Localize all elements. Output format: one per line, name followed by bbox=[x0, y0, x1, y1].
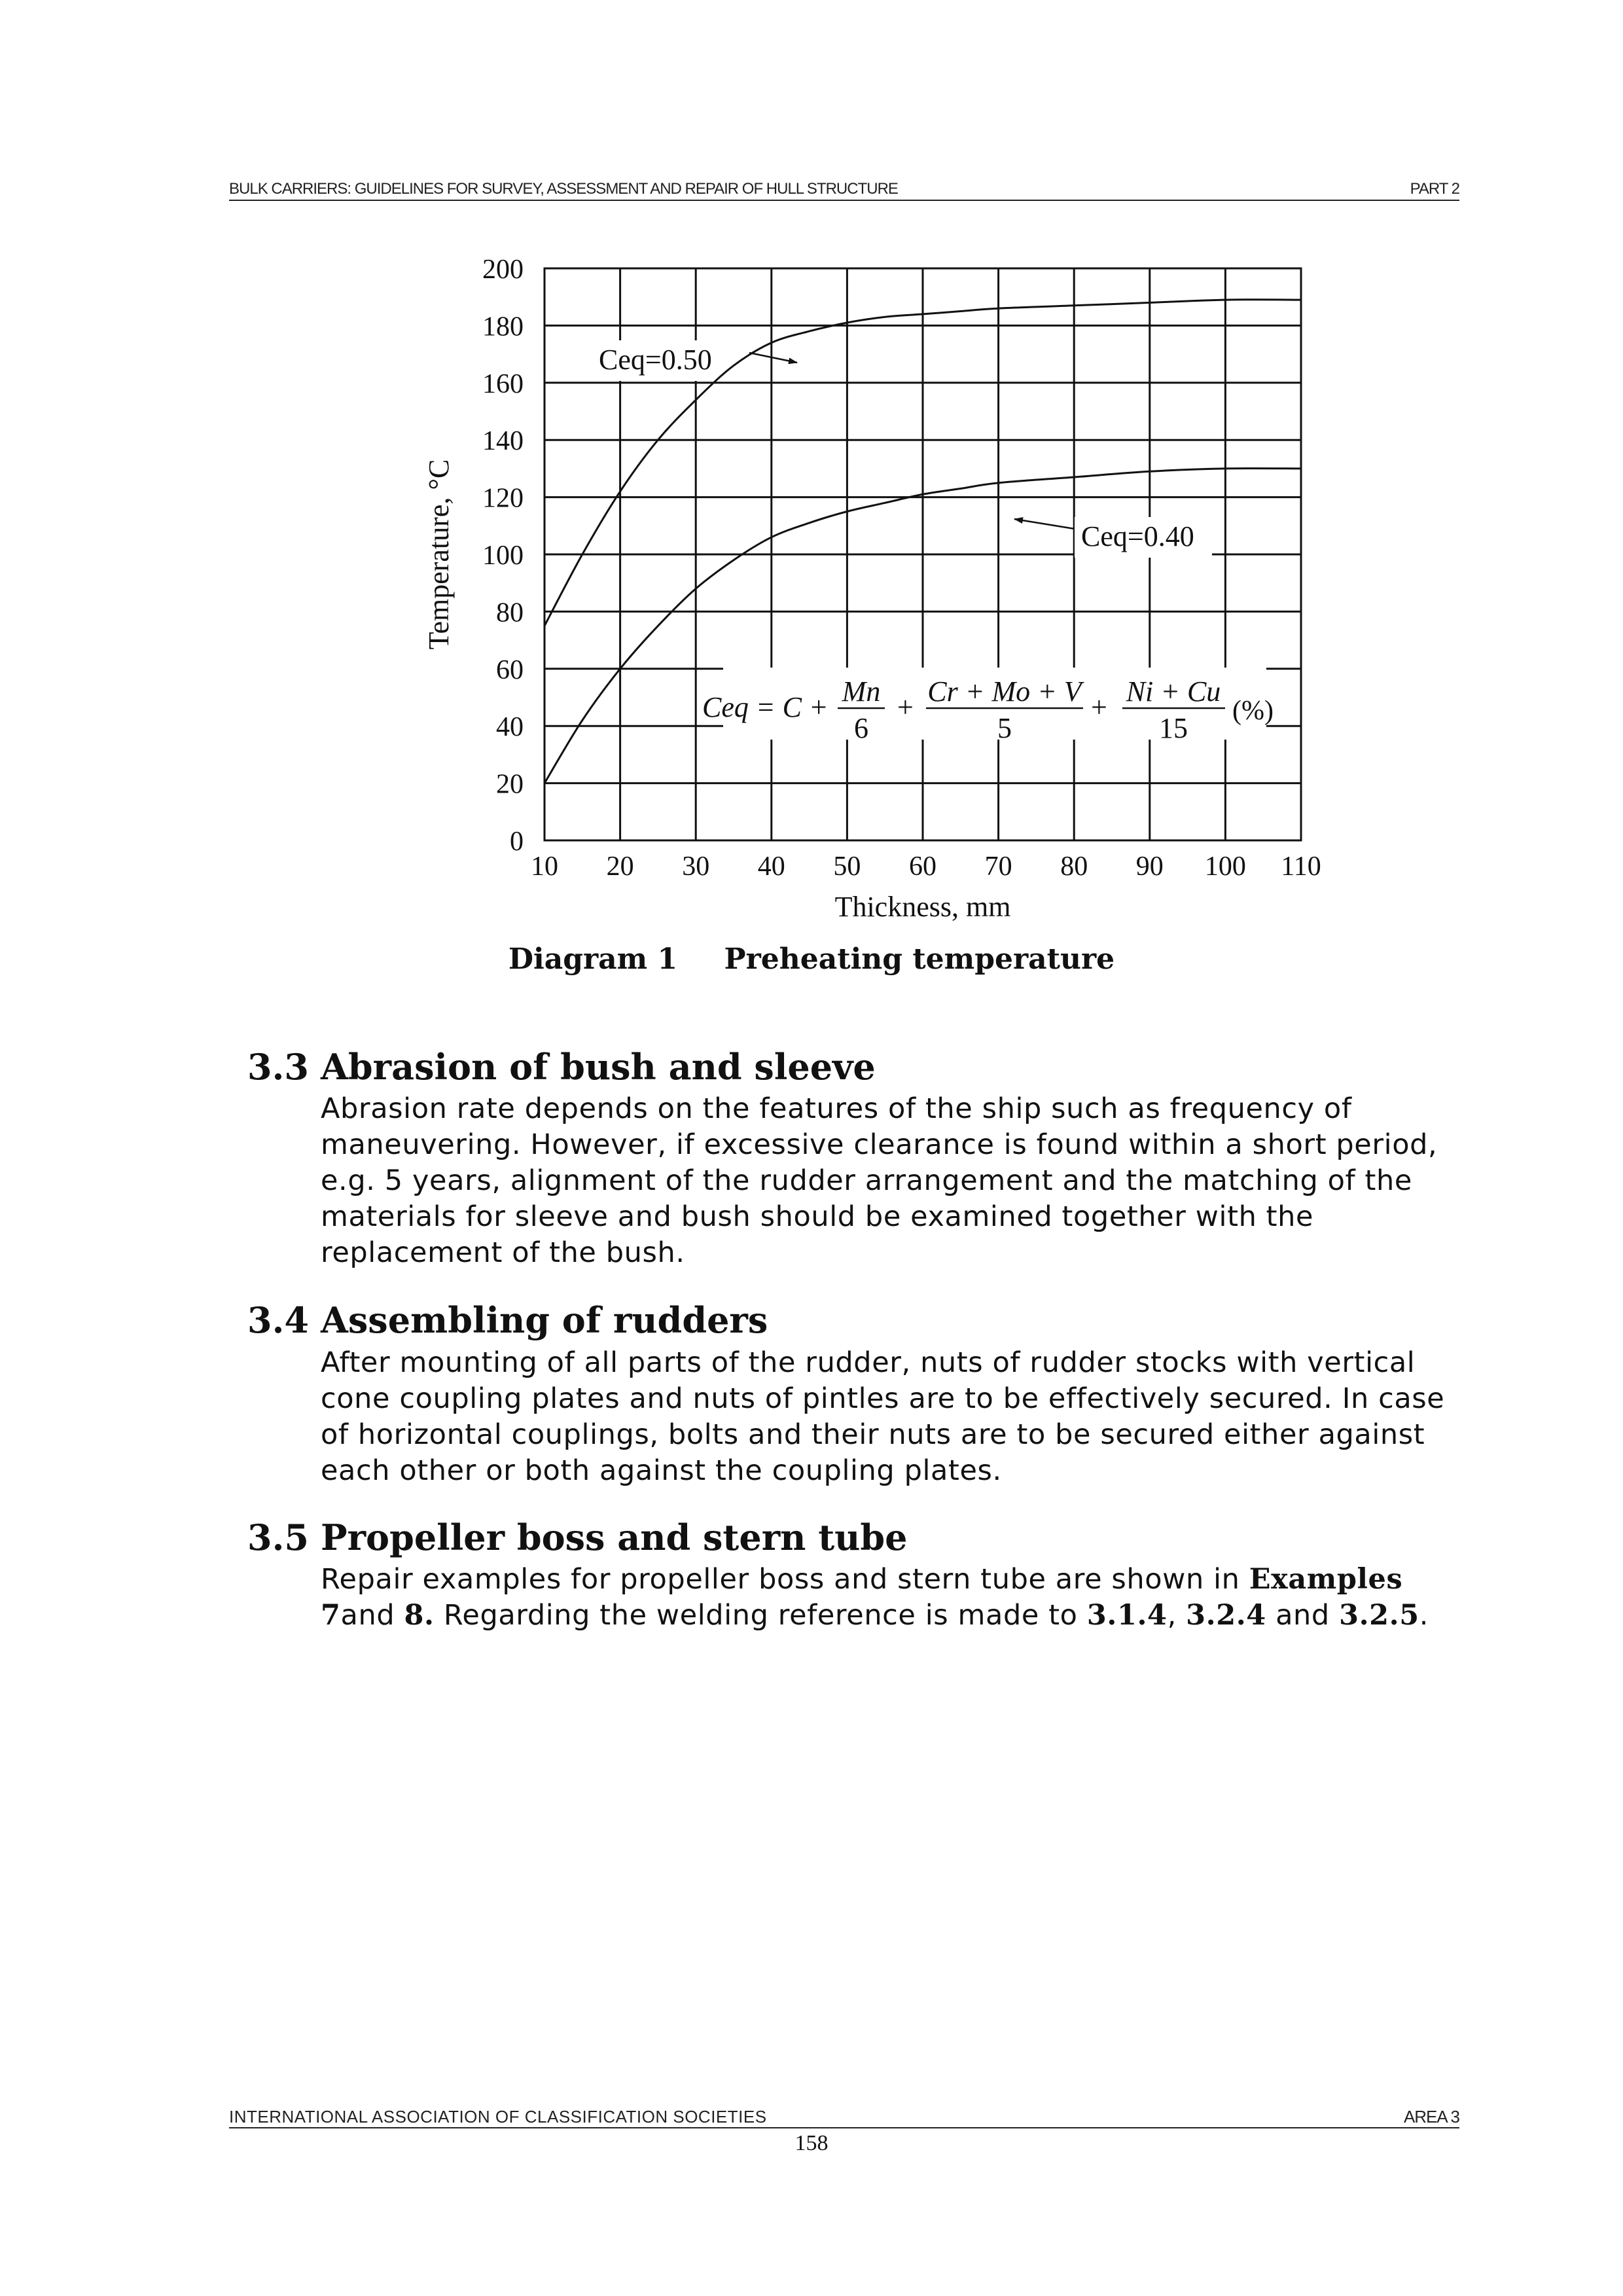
y-tick-label: 180 bbox=[482, 312, 524, 342]
page-number: 158 bbox=[794, 2131, 829, 2155]
section-title: Assembling of rudders bbox=[321, 1299, 768, 1341]
body-text: and bbox=[1266, 1599, 1340, 1632]
body-text: Regarding the welding reference is made to bbox=[434, 1599, 1087, 1632]
example-8-ref: 8. bbox=[404, 1599, 435, 1632]
arrow-ceq-050 bbox=[749, 353, 797, 363]
formula-lhs: Ceq = C + bbox=[702, 691, 829, 723]
section-number: 3.5 bbox=[247, 1516, 309, 1558]
x-tick-label: 70 bbox=[984, 852, 1012, 882]
section-3-5-heading bbox=[247, 1516, 908, 1558]
formula-ni-cu: Ni + Cu bbox=[1126, 675, 1221, 708]
running-footer bbox=[229, 2108, 1459, 2128]
section-title: Propeller boss and stern tube bbox=[321, 1516, 908, 1558]
formula-den-6: 6 bbox=[854, 712, 868, 744]
body-text: , bbox=[1167, 1599, 1186, 1632]
ref-3-1-4: 3.1.4 bbox=[1086, 1599, 1168, 1632]
x-tick-label: 110 bbox=[1281, 852, 1321, 882]
section-number: 3.3 bbox=[247, 1046, 309, 1088]
section-3-4-heading bbox=[247, 1299, 768, 1341]
chart-labels bbox=[423, 344, 1274, 923]
x-tick-label: 40 bbox=[757, 852, 785, 882]
header-title: BULK CARRIERS: GUIDELINES FOR SURVEY, ASSESSMENT AND REPAIR OF HULL STRUCTURE bbox=[229, 180, 898, 198]
body-text: . bbox=[1419, 1599, 1429, 1632]
x-tick-label: 80 bbox=[1060, 852, 1088, 882]
x-tick-label: 10 bbox=[531, 852, 558, 882]
y-axis-label: Temperature, °C bbox=[423, 459, 455, 650]
y-tick-label: 0 bbox=[510, 827, 524, 857]
section-3-3-body: Abrasion rate depends on the features of the ship such as frequency of maneuvering. However, if excessive clearance is found within a short period, e.g. 5 years, alignment of the rudder arrangement and the matching of the materials for sleeve and bush should be examined together with the replacement of the bush. bbox=[321, 1092, 1438, 1269]
formula-plus: + bbox=[897, 691, 914, 723]
footer-org: INTERNATIONAL ASSOCIATION OF CLASSIFICATION SOCIETIES bbox=[229, 2107, 767, 2126]
x-tick-label: 30 bbox=[682, 852, 710, 882]
x-tick-label: 60 bbox=[909, 852, 936, 882]
y-tick-label: 80 bbox=[496, 598, 524, 628]
formula-plus: + bbox=[1091, 691, 1107, 723]
footer-area: AREA 3 bbox=[1403, 2107, 1459, 2126]
header-part: PART 2 bbox=[1410, 180, 1459, 198]
formula-den-5: 5 bbox=[997, 712, 1012, 744]
annotation-ceq-050: Ceq=0.50 bbox=[599, 344, 712, 376]
section-3-3-heading bbox=[247, 1046, 876, 1088]
running-header bbox=[229, 180, 1459, 201]
ref-3-2-4: 3.2.4 bbox=[1186, 1599, 1266, 1632]
y-tick-label: 140 bbox=[482, 426, 524, 457]
formula-den-15: 15 bbox=[1159, 712, 1188, 744]
preheating-chart bbox=[419, 259, 1335, 939]
arrow-ceq-040 bbox=[1014, 519, 1075, 529]
y-tick-label: 60 bbox=[496, 655, 524, 685]
y-tick-label: 20 bbox=[496, 769, 524, 800]
ref-3-2-5: 3.2.5 bbox=[1339, 1599, 1419, 1632]
examples-ref: Examples 7 bbox=[321, 1563, 1403, 1632]
x-tick-label: 50 bbox=[833, 852, 861, 882]
diagram-caption bbox=[0, 942, 1623, 976]
x-tick-label: 100 bbox=[1204, 852, 1246, 882]
body-text: and bbox=[340, 1599, 404, 1632]
body-text: Repair examples for propeller boss and stern tube are shown in bbox=[321, 1563, 1249, 1596]
x-tick-label: 20 bbox=[606, 852, 634, 882]
formula-unit: (%) bbox=[1232, 696, 1274, 726]
x-axis-label: Thickness, mm bbox=[834, 891, 1011, 923]
y-tick-label: 200 bbox=[482, 259, 524, 285]
section-3-4-body: After mounting of all parts of the rudder, nuts of rudder stocks with vertical cone coupling plates and nuts of pintles are to be effectively secured. In case of horizontal couplings, bolts and their nuts are to be secured either against each other or both against the coupling plates. bbox=[321, 1346, 1445, 1487]
x-tick-label: 90 bbox=[1135, 852, 1164, 882]
y-tick-label: 100 bbox=[482, 541, 524, 571]
y-tick-label: 40 bbox=[496, 712, 524, 743]
formula-cr-mo-v: Cr + Mo + V bbox=[927, 675, 1082, 708]
y-tick-label: 160 bbox=[482, 368, 524, 399]
formula-mn: Mn bbox=[842, 675, 881, 708]
annotation-ceq-040: Ceq=0.40 bbox=[1081, 520, 1194, 552]
caption-label: Diagram 1 bbox=[508, 942, 678, 976]
caption-title: Preheating temperature bbox=[724, 942, 1115, 976]
section-3-5-body bbox=[321, 1562, 1472, 1634]
y-tick-label: 120 bbox=[482, 483, 524, 514]
section-number: 3.4 bbox=[247, 1299, 309, 1341]
section-title: Abrasion of bush and sleeve bbox=[321, 1046, 876, 1088]
